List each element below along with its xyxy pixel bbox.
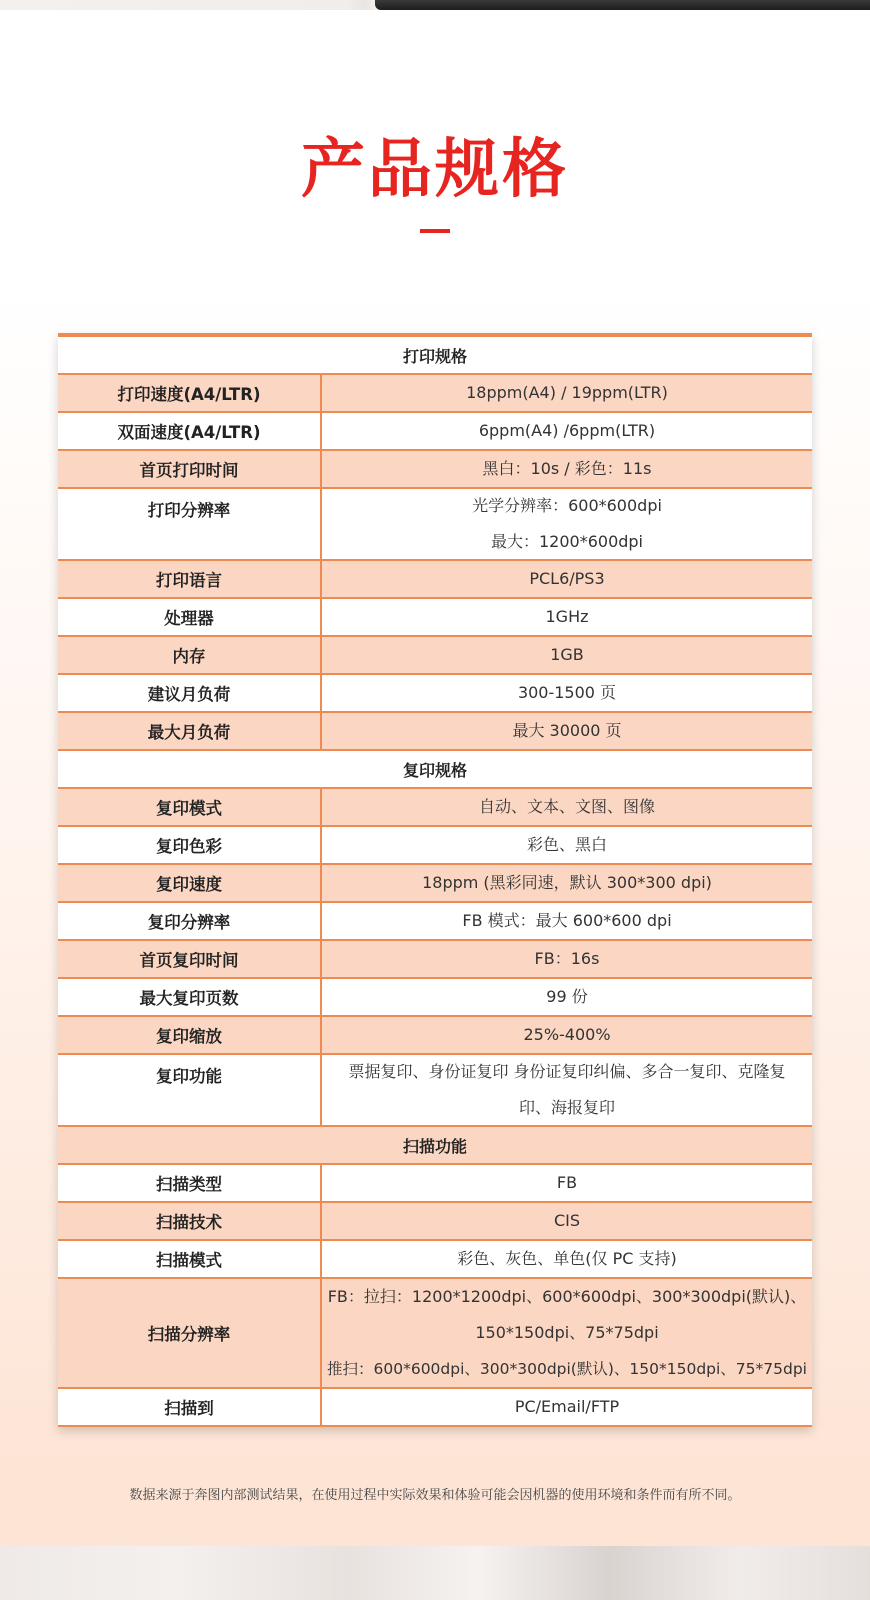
- table-row: [58, 489, 812, 561]
- table-row: [58, 413, 812, 451]
- spec-value: 自动、文本、文图、图像: [478, 797, 655, 816]
- spec-value: PC/Email/FTP: [514, 1397, 620, 1416]
- table-row: [58, 903, 812, 941]
- spec-label: 建议月负荷: [58, 675, 322, 711]
- spec-value: 最大 30000 页: [512, 721, 622, 740]
- spec-value: FB：16s: [534, 949, 600, 968]
- spec-label: 处理器: [58, 599, 322, 635]
- table-row: [58, 637, 812, 675]
- table-row: [58, 451, 812, 489]
- spec-value: 1GB: [550, 645, 584, 664]
- spec-value: 18ppm(A4) / 19ppm(LTR): [466, 383, 668, 402]
- spec-value: 300-1500 页: [517, 683, 617, 702]
- spec-label: 扫描模式: [58, 1241, 322, 1277]
- footnote: 数据来源于奔图内部测试结果，在使用过程中实际效果和体验可能会因机器的使用环境和条件而有所不同。: [129, 1488, 741, 1503]
- top-product-edge: [375, 0, 870, 10]
- page-title: 产品规格: [301, 133, 569, 207]
- spec-value: 彩色、黑白: [526, 835, 607, 854]
- table-row: [58, 865, 812, 903]
- spec-table: [58, 333, 812, 1427]
- spec-label: 复印功能: [58, 1055, 322, 1125]
- table-row: [58, 979, 812, 1017]
- spec-value: 25%-400%: [523, 1025, 611, 1044]
- spec-label: 扫描类型: [58, 1165, 322, 1201]
- table-row: [58, 675, 812, 713]
- spec-value: PCL6/PS3: [529, 569, 605, 588]
- spec-label: 首页复印时间: [58, 941, 322, 977]
- spec-label: 复印色彩: [58, 827, 322, 863]
- spec-value: FB: [556, 1173, 578, 1192]
- spec-value: 彩色、灰色、单色(仅 PC 支持): [457, 1249, 677, 1268]
- table-row: [58, 1165, 812, 1203]
- spec-value: FB：拉扫：1200*1200dpi、600*600dpi、300*300dpi(默认)、 150*150dpi、75*75dpi 推扫：600*600dpi、300*300dpi(默认)、150*150dpi、75*75dpi: [327, 1287, 807, 1378]
- table-row: [58, 599, 812, 637]
- table-row: [58, 713, 812, 751]
- spec-value: CIS: [553, 1211, 581, 1230]
- spec-value: 18ppm (黑彩同速，默认 300*300 dpi): [422, 873, 712, 892]
- table-row: [58, 1279, 812, 1389]
- spec-label: 复印缩放: [58, 1017, 322, 1053]
- spec-value: 6ppm(A4) /6ppm(LTR): [478, 421, 656, 440]
- spec-label: 扫描技术: [58, 1203, 322, 1239]
- spec-label: 首页打印时间: [58, 451, 322, 487]
- spec-value: FB 模式：最大 600*600 dpi: [462, 911, 672, 930]
- table-row: [58, 561, 812, 599]
- section-header-scan: 扫描功能: [58, 1127, 812, 1165]
- spec-label: 打印分辨率: [58, 489, 322, 559]
- title-divider: [420, 229, 450, 233]
- table-row: [58, 827, 812, 865]
- table-row: [58, 789, 812, 827]
- spec-label: 打印语言: [58, 561, 322, 597]
- spec-value: 黑白：10s / 彩色：11s: [482, 459, 652, 478]
- table-row: [58, 1241, 812, 1279]
- table-row: [58, 1203, 812, 1241]
- table-row: [58, 941, 812, 979]
- spec-label: 复印分辨率: [58, 903, 322, 939]
- spec-label: 复印模式: [58, 789, 322, 825]
- bottom-image-strip: [0, 1546, 870, 1600]
- table-row: [58, 375, 812, 413]
- spec-label: 双面速度(A4/LTR): [58, 413, 322, 449]
- section-header-print: 打印规格: [58, 337, 812, 375]
- spec-label: 复印速度: [58, 865, 322, 901]
- spec-label: 最大月负荷: [58, 713, 322, 749]
- table-row: [58, 1017, 812, 1055]
- spec-label: 扫描到: [58, 1389, 322, 1425]
- spec-value: 1GHz: [545, 607, 589, 626]
- spec-label: 最大复印页数: [58, 979, 322, 1015]
- spec-label: 内存: [58, 637, 322, 673]
- spec-value: 99 份: [546, 987, 588, 1006]
- spec-value: 光学分辨率：600*600dpi 最大：1200*600dpi: [472, 496, 662, 551]
- spec-value: 票据复印、身份证复印 身份证复印纠偏、多合一复印、克隆复 印、海报复印: [348, 1062, 786, 1117]
- spec-label: 扫描分辨率: [58, 1279, 322, 1387]
- spec-label: 打印速度(A4/LTR): [58, 375, 322, 411]
- table-row: [58, 1389, 812, 1427]
- table-row: [58, 1055, 812, 1127]
- section-header-copy: 复印规格: [58, 751, 812, 789]
